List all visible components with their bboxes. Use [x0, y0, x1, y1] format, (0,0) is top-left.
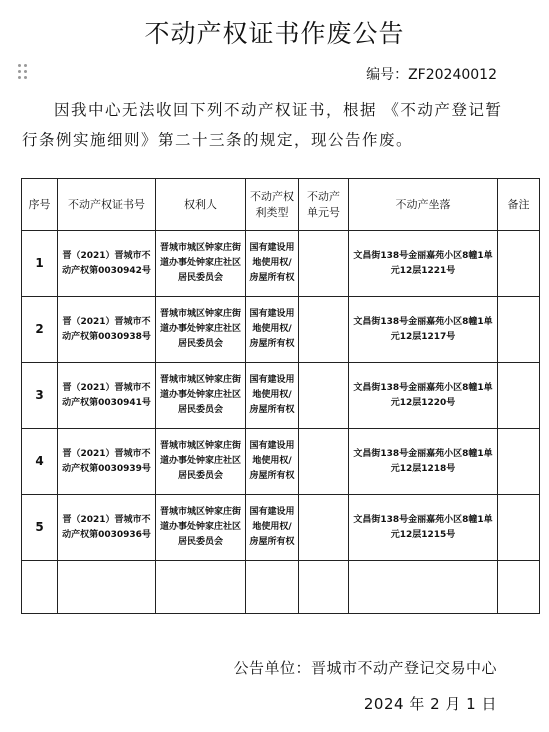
cell-location	[349, 561, 498, 614]
header-cert-number: 不动产权证书号	[58, 179, 156, 231]
cell-seq: 2	[22, 297, 58, 363]
cell-cert-number: 晋（2021）晋城市不动产权第0030939号	[58, 429, 156, 495]
cell-cert-number	[58, 561, 156, 614]
table-row-empty	[22, 561, 540, 614]
header-holder: 权利人	[156, 179, 246, 231]
cell-holder: 晋城市城区钟家庄街道办事处钟家庄社区居民委员会	[156, 495, 246, 561]
cell-right-type: 国有建设用地使用权/房屋所有权	[246, 429, 299, 495]
cell-cert-number: 晋（2021）晋城市不动产权第0030942号	[58, 231, 156, 297]
cell-seq: 4	[22, 429, 58, 495]
cell-cert-number: 晋（2021）晋城市不动产权第0030941号	[58, 363, 156, 429]
cell-unit-number	[299, 363, 349, 429]
cell-cert-number: 晋（2021）晋城市不动产权第0030936号	[58, 495, 156, 561]
cell-location: 文昌街138号金丽嘉苑小区8幢1单元12层1218号	[349, 429, 498, 495]
cell-seq	[22, 561, 58, 614]
cell-seq: 3	[22, 363, 58, 429]
certificate-table	[21, 178, 540, 614]
cell-holder: 晋城市城区钟家庄街道办事处钟家庄社区居民委员会	[156, 363, 246, 429]
table-header-row	[22, 179, 540, 231]
header-unit-number: 不动产单元号	[299, 179, 349, 231]
table-row	[22, 297, 540, 363]
cell-note	[498, 363, 540, 429]
cell-right-type: 国有建设用地使用权/房屋所有权	[246, 363, 299, 429]
cell-note	[498, 561, 540, 614]
cell-unit-number	[299, 429, 349, 495]
cell-location: 文昌街138号金丽嘉苑小区8幢1单元12层1217号	[349, 297, 498, 363]
cell-note	[498, 495, 540, 561]
cell-seq: 5	[22, 495, 58, 561]
cell-unit-number	[299, 561, 349, 614]
table-row	[22, 231, 540, 297]
header-location: 不动产坐落	[349, 179, 498, 231]
cell-holder: 晋城市城区钟家庄街道办事处钟家庄社区居民委员会	[156, 231, 246, 297]
issue-date: 2024 年 2 月 1 日	[363, 695, 497, 713]
cell-note	[498, 231, 540, 297]
cell-cert-number: 晋（2021）晋城市不动产权第0030938号	[58, 297, 156, 363]
drag-handle-icon[interactable]	[18, 64, 28, 80]
cell-note	[498, 297, 540, 363]
table-row	[22, 495, 540, 561]
cell-unit-number	[299, 297, 349, 363]
cell-note	[498, 429, 540, 495]
cell-right-type: 国有建设用地使用权/房屋所有权	[246, 495, 299, 561]
cell-location: 文昌街138号金丽嘉苑小区8幢1单元12层1215号	[349, 495, 498, 561]
issuing-unit: 公告单位：晋城市不动产登记交易中心	[233, 659, 497, 677]
table-row	[22, 363, 540, 429]
cell-unit-number	[299, 495, 349, 561]
header-right-type: 不动产权利类型	[246, 179, 299, 231]
cell-location: 文昌街138号金丽嘉苑小区8幢1单元12层1221号	[349, 231, 498, 297]
cell-location: 文昌街138号金丽嘉苑小区8幢1单元12层1220号	[349, 363, 498, 429]
page-title: 不动产权证书作废公告	[144, 19, 405, 48]
table-row	[22, 429, 540, 495]
cell-right-type: 国有建设用地使用权/房屋所有权	[246, 297, 299, 363]
cell-holder: 晋城市城区钟家庄街道办事处钟家庄社区居民委员会	[156, 429, 246, 495]
header-note: 备注	[498, 179, 540, 231]
cell-seq: 1	[22, 231, 58, 297]
cell-unit-number	[299, 231, 349, 297]
cell-right-type	[246, 561, 299, 614]
notice-paragraph: 因我中心无法收回下列不动产权证书，根据 《不动产登记暂行条例实施细则》第二十三条的规定，现公告作废。	[22, 101, 503, 149]
document-number: 编号：ZF20240012	[366, 67, 497, 83]
cell-right-type: 国有建设用地使用权/房屋所有权	[246, 231, 299, 297]
cell-holder	[156, 561, 246, 614]
header-seq: 序号	[22, 179, 58, 231]
cell-holder: 晋城市城区钟家庄街道办事处钟家庄社区居民委员会	[156, 297, 246, 363]
